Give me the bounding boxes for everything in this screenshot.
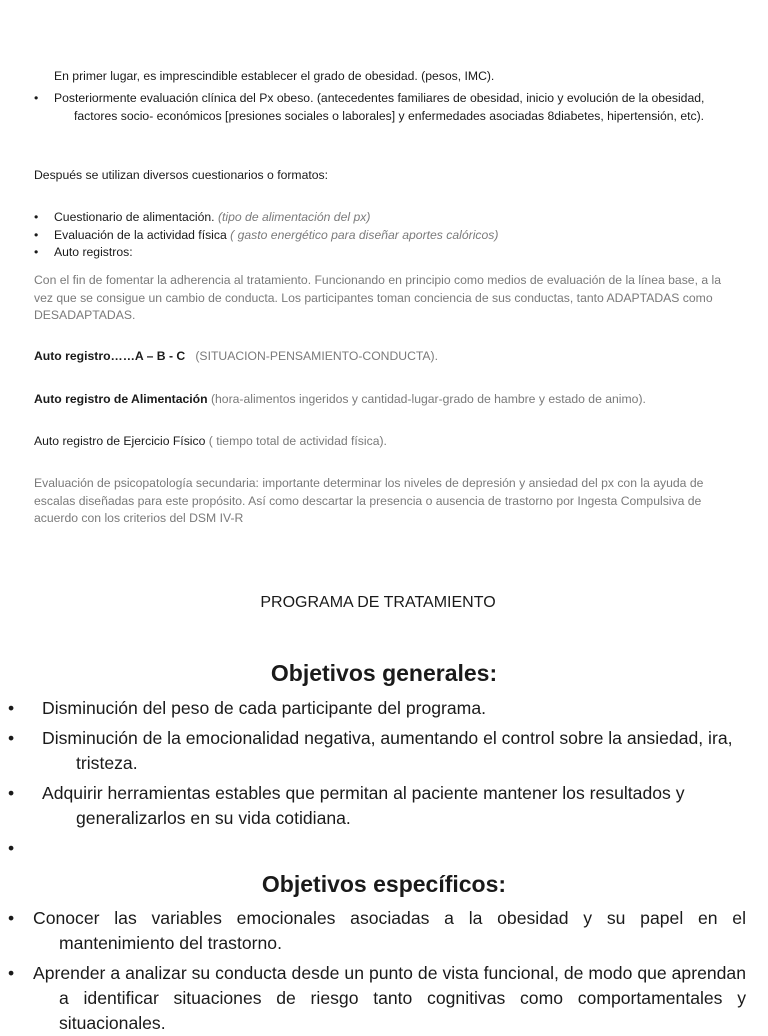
record-food	[34, 391, 734, 409]
bullet-icon: •	[8, 698, 15, 718]
questionnaire-label: Auto registros:	[54, 245, 133, 259]
bullet-icon: •	[34, 227, 39, 242]
bullet-icon: •	[34, 91, 39, 105]
record-exercise	[34, 433, 734, 451]
specific-objectives-list	[8, 906, 746, 1036]
record-label: Auto registro de Ejercicio Físico	[34, 434, 206, 448]
program-title: PROGRAMA DE TRATAMIENTO	[260, 594, 496, 611]
questionnaire-item	[34, 244, 734, 262]
clinical-evaluation-text: Posteriormente evaluación clínica del Px obeso. (antecedentes familiares de obesidad, inicio y evolución de la obesidad, factores socio- económicos [presiones sociales o laborales] y enfermedades asociadas 8diabetes, hipertensión, etc).	[54, 91, 705, 123]
questionnaire-note: (tipo de alimentación del px)	[217, 210, 371, 224]
record-detail: (SITUACION-PENSAMIENTO-CONDUCTA).	[185, 349, 439, 363]
psychopathology-paragraph: Evaluación de psicopatología secundaria: importante determinar los niveles de depresión y ansiedad del px con la ayuda de escalas diseñadas para este propósito. Así como descartar la presencia o ausencia de trastorno por Ingesta Compulsiva de acuerdo con los criterios del DSM IV-R	[34, 476, 704, 525]
questionnaire-label: Cuestionario de alimentación.	[54, 210, 218, 224]
general-objective-item	[8, 836, 738, 861]
record-detail: (hora-alimentos ingeridos y cantidad-lugar-grado de hambre y estado de animo).	[207, 392, 646, 406]
questionnaire-list	[34, 209, 734, 262]
questionnaire-note: ( gasto energético para diseñar aportes calóricos)	[230, 227, 499, 242]
specific-objectives-heading: Objetivos específicos:	[261, 871, 507, 897]
bullet-icon: •	[34, 245, 39, 259]
record-abc	[34, 348, 734, 366]
record-detail: ( tiempo total de actividad física).	[205, 434, 387, 448]
specific-objective-item	[8, 961, 746, 1036]
bullet-icon: •	[8, 908, 15, 928]
general-objective-item	[8, 696, 738, 721]
bullet-icon: •	[8, 838, 15, 858]
record-label: Auto registro……A – B - C	[34, 349, 186, 363]
general-objectives-heading: Objetivos generales:	[270, 660, 498, 686]
general-objective-text: Adquirir herramientas estables que permitan al paciente mantener los resultados y generalizarlos en su vida cotidiana.	[42, 783, 685, 828]
bullet-icon: •	[34, 210, 39, 224]
general-objective-item	[8, 726, 738, 776]
self-records-paragraph: Con el fin de fomentar la adherencia al tratamiento. Funcionando en principio como medios de evaluación de la línea base, a la vez que se consigue un cambio de conducta. Los participantes toman conciencia de sus conductas, tanto ADAPTADAS como DESADAPTADAS.	[34, 273, 721, 322]
general-objective-text: Disminución de la emocionalidad negativa, aumentando el control sobre la ansiedad, ira, tristeza.	[42, 728, 733, 773]
questionnaire-item	[34, 227, 734, 245]
general-objective-item	[8, 781, 738, 831]
general-objective-text: Disminución del peso de cada participante del programa.	[42, 698, 487, 718]
general-objectives-list	[8, 696, 738, 861]
specific-objective-text: Conocer las variables emocionales asociadas a la obesidad y su papel en el mantenimiento del trastorno.	[33, 908, 746, 953]
bullet-icon: •	[8, 728, 15, 748]
questionnaire-item	[34, 209, 734, 227]
clinical-evaluation-item	[34, 90, 734, 125]
record-label: Auto registro de Alimentación	[34, 392, 208, 406]
questionnaires-intro: Después se utilizan diversos cuestionarios o formatos:	[34, 168, 328, 182]
bullet-icon: •	[8, 963, 15, 983]
intro-first-line: En primer lugar, es imprescindible establecer el grado de obesidad. (pesos, IMC).	[54, 69, 495, 83]
specific-objective-item	[8, 906, 746, 956]
bullet-icon: •	[8, 783, 15, 803]
specific-objective-text: Aprender a analizar su conducta desde un punto de vista funcional, de modo que aprendan a identificar situaciones de riesgo tanto cognitivas como comportamentales y situacionales.	[33, 963, 746, 1033]
questionnaire-label: Evaluación de la actividad física	[54, 227, 231, 242]
